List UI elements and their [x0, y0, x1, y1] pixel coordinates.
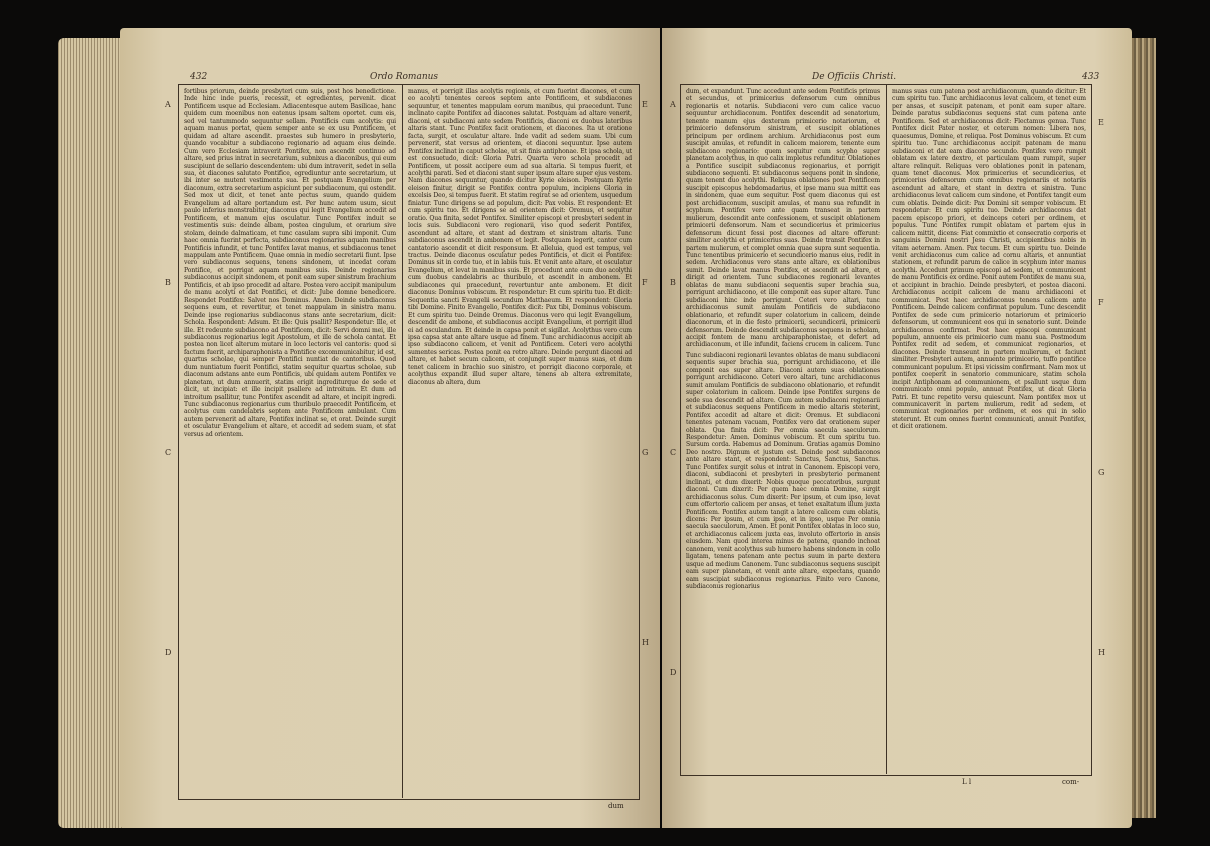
right-page-number: 433: [1082, 72, 1100, 82]
open-book: [50, 8, 1160, 838]
margin-letter-a: A: [670, 100, 676, 109]
right-column-divider: [886, 84, 887, 774]
margin-letter-h: H: [1098, 648, 1105, 657]
left-page-column-1: fortibus priorum, deinde presbyteri cum suis, post hos benedictione. Inde hinc inde pueris, recessit, et egredientes, pervenit. dicat Pontificem usque ad Ecclesiam. Adiacentesque autem Basilicae, hanc quidem cum moenibus non eatenus ipsam saltem oportet. cum eis, sed vel tantummodo sequuntur sellam. Pontificis cum acolytis: qui aquam manus portat, quem semper ante se ex usu Pontificem, et quidam ad altare ascendit. praestes sub humero in presbyterio, quando vocabitur a subdiacono regionario ad aquam eius deinde. Cum vero Ecclesiam intraverit Pontifex, non ascendit continuo ad altare, sed prius intrat in secretarium, subnixus a diaconibus, qui eum suscipiunt de sellario descendentem: ubi dum intraverit, sedet in sella sua, et diacones salutato Pontifice, egrediuntur ante secretarium, ut ibi inter se mutent vestimenta sua. Et postquam Evangelium per diaconum, extra secretarium aspiciunt per subdiaconum, qui ostendit. Sed mox ut dicit, et tenet ante pectus suum, quando quidem Evangelium ad altare portandum est. Per hunc autem usum, sicut paulo inferius monstrabitur, diaconus qui legit Evangelium accedit ad Pontificem, et manum ejus osculatur. Tunc Pontifex induit se vestimentis suis: deinde albam, postea cingulum, et orarium sive stolam, deinde dalmaticam, et tunc casulam supra sibi imponit. Cum haec omnia fuerint perfecta, subdiaconus regionarius aquam manibus Pontificis infundit, et tunc Pontifex lavat manus, et subdiaconus tenet mappulam ante Pontificem. Quae omnia in medio secretarii fiunt. Ipse vero subdiaconus sequens, tenens sindonem, ut incedat coram Pontifice, et porrigat aquam manibus suis. Deinde regionarius subdiaconus accipit sindonem, et ponit eam super sinistrum brachium Pontificis, et ab ipso procedit ad altare. Postea vero accipit manipulum de manu acolyti et dat Pontifici, et dicit: Jube domne benedicere. Respondet Pontifex: Salvet nos Dominus. Amen. Deinde subdiaconus sequens eum, et revertitur, et tenet mappulam in sinistra manu. Deinde ipse regionarius subdiaconus stans ante secretarium, dicit: Schola. Respondent: Adsum. Et ille: Quis psallit? Respondetur: Ille, et ille. Et redeunte subdiacono ad Pontificem, dicit: Servi domni mei, ille subdiaconus regionarius legit Apostolum, et ille de schola cantat. Et postea non licet alterum mutare in loco lectoris vel cantoris: quod si factum fuerit, archiparaphonista a Pontifice excommunicabitur, id est, quartus scholae, qui semper Pontifici nuntiat de cantoribus. Quod dum nuntiatum fuerit Pontifici, statim sequitur quartus scholae, sub diaconum adstans ante eum Pontificis, ubi quidam autem Pontifex ve planetam, ut dum annuerit, statim erigit ingrediturque de sede et dicit, ut incipiat: et ille incipit psallere ad introitum. Et dum ad introitum psallitur, tunc Pontifex ascendit ad altare, et incipit ingredi. Tunc subdiaconus regionarius cum thuribulo praecedit Pontificem, et acolytus cum candelabris septem ante Pontificem ambulant. Cum autem pervenerit ad altare, Pontifex inclinat se, et orat. Deinde surgit et osculatur Evangelium et altare, et accedit ad sedem suam, et stat versus ad orientem.: [184, 88, 396, 438]
left-catchword: dum: [608, 802, 624, 810]
margin-letter-f: F: [1098, 298, 1104, 307]
signature-mark: L l: [962, 778, 972, 786]
right-catchword: com-: [1062, 778, 1080, 786]
right-running-title: De Officiis Christi.: [812, 72, 897, 82]
margin-letter-g: G: [642, 448, 649, 457]
right-page-column-2: manus suas cum patena post archidiaconum, quando dicitur: Et cum spiritu tuo. Tunc archidiaconus levat calicem, et tenet eum per ansas, et suscipit patenam, et ponit eam super altare. Deinde paratus subdiaconus sequens stat cum patena ante Pontificem. Sed et archidiaconus dicit: Flectamus genua. Tunc Pontifex dicit Pater noster, et ceterum nomen: Libera nos, quaesumus, Domine, et reliqua. Post Dominus vobiscum. Et cum spiritu tuo. Tunc archidiaconus accipit patenam de manu subdiaconi et dat eam diacono secundo. Pontifex vero rumpit oblatam ex latere dextro, et particulam quam rumpit, super altare relinquit. Reliquas vero oblationes ponit in patenam, quam tenet diaconus. Mox primicerius et secundicerius, et primicerius defensorum cum omnibus regionariis et notariis ascendunt ad altare, et stant in dextra et sinistra. Tunc archidiaconus levat calicem cum sindone, et Pontifex tangit eum cum oblatis. Deinde dicit: Pax Domini sit semper vobiscum. Et respondetur: Et cum spiritu tuo. Deinde archidiaconus dat pacem episcopo priori, et deinceps ceteri per ordinem, et populus. Tunc Pontifex rumpit oblatam et partem ejus in calicem mittit, dicens: Fiat commixtio et consecratio corporis et sanguinis Domini nostri Jesu Christi, accipientibus nobis in vitam aeternam. Amen. Pax tecum. Et cum spiritu tuo. Deinde venit archidiaconus cum calice ad cornu altaris, et annuntiat stationem, et refundit parum de calice in scyphum inter manus acolythi. Accedunt primum episcopi ad sedem, ut communicent de manu Pontificis ex ordine. Ponit autem Pontifex de manu sua, et accipiunt in brachio. Deinde presbyteri, et postea diaconi. Archidiaconus accipit calicem de manu archidiaconi et communicat. Post haec archidiaconus tenens calicem ante Pontificem. Deinde calicem confirmat populum. Tunc descendit Pontifex de sede cum primicerio notariorum et primicerio defensorum, ut communicent eos qui in senatorio sunt. Deinde archidiaconus confirmat. Post haec episcopi communicant populum, annuente eis primicerio cum manu sua. Postmodum Pontifex redit ad sedem, et communicat regionarios, et diacones. Deinde transeunt in partem mulierum, et faciunt similiter. Presbyteri autem, annuente primicerio, tuffo pontifice communicant populum. Et ipsi vicissim confirmant. Nam mox ut pontifex coeperit in senatorio communicare, statim schola incipit Antiphonam ad communionem, et psallunt usque dum communicato omni populo, annuat Pontifex, ut dicat Gloria Patri. Et tunc repetito versu quiescunt. Nam pontifex mox ut communicaverit in partem mulierum, redit ad sedem, et communicat regionarios per ordinem, et eos qui in solio steterunt. Et cum omnes fuerint communicati, annuit Pontifex, et dicit orationem.: [892, 88, 1086, 431]
margin-letter-b: B: [670, 278, 676, 287]
right-page-column-1-bottom: Tunc subdiaconi regionarii levantes oblatas de manu subdiaconi sequentis super brachia sua, porrigunt archidiacono, et ille componit eas super altare. Diaconi autem suas oblationes porrigunt archidiacono. Ceteri vero altari, tunc archidiaconus sumit amulam Pontificis de subdiacono oblationario, et refundit super colatorium in calicem. Deinde ipse Pontifex surgens de sede sua descendit ad altare. Cum autem subdiaconi regionarii et subdiaconus sequens Pontificem in medio altaris steterint, Pontifex accedit ad altare et dicit: Oremus. Et subdiaconi tenentes patenam vacuam, Pontifex vero dat orationem super oblata. Qua finita dicit: Per omnia saecula saeculorum. Respondetur: Amen. Dominus vobiscum. Et cum spiritu tuo. Sursum corda. Habemus ad Dominum. Gratias agamus Domino Deo nostro. Dignum et justum est. Deinde post subdiaconos ante altare stant, et respondent: Sanctus, Sanctus, Sanctus. Tunc Pontifex surgit solus et intrat in Canonem. Episcopi vero, diaconi, subdiaconi et presbyteri in presbyterio permanent inclinati, et dum dixerit: Nobis quoque peccatoribus, surgunt diaconi. Cum dixerit: Per quem haec omnia Domine, surgit archidiaconus solus. Cum dixerit: Per ipsum, et cum ipso, levat cum offertorio calicem per ansas, et tenet exaltatum illum juxta Pontificem. Pontifex autem tangit a latere calicem cum oblatis, dicens: Per ipsum, et cum ipso, et in ipso, usque Per omnia saecula saeculorum, Amen. Et ponit Pontifex oblatas in loco suo, et archidiaconus calicem juxta eas, involuto offertorio in ansis eiusdem. Nam quod interea minus de patena, quando inchoat canonem, venit acolythus sub humero habens sindonem in collo ligatam, tenens patenam ante pectus suum in parte dextera usque ad medium Canonem. Tunc subdiaconus sequens suscipit eam super planetam, et venit ante altare, expectans, quando eam suscipiat subdiaconus regionarius. Finito vero Canone, subdiaconus regionarius: [686, 352, 880, 591]
margin-letter-e: E: [1098, 118, 1104, 127]
margin-letter-f: F: [642, 278, 648, 287]
left-page: [120, 28, 660, 828]
margin-letter-d: D: [670, 668, 677, 677]
left-page-column-2: manus, et porrigit illas acolytis regionis, et cum fuerint diacones, et cum eo acolyti tenentes cereos septem ante Pontificem, et subdiacones sequuntur, et tenentes mappulam eorum manibus, qui praecedunt. Tunc inclinato capite Pontifex ad diacones salutat. Postquam ad altare venerit, diaconi, et subdiaconi ante sedem Pontificis, diaconi ex duobus lateribus altaris stant. Tunc Pontifex facit orationem, et diacones. Ita ut oratione facta, surgit, et osculatur altare. Inde vadit ad sedem suam. Ubi cum pervenerit, stat versus ad orientem, et diaconi sequuntur. Ipse autem Pontifex inclinat in caput scholae, ut sit finis antiphonae. Et ipsa schola, ut est consuetudo, dicit: Gloria Patri. Quarta vero schola procedit ad Pontificem, ut possit accipere eum ad sua altaria. Si tempus fuerit, et acolythi parati. Sed et diaconi stant super ipsum altare super ejus vestem. Nam diacones sequuntur, quando dicitur Kyrie eleison. Postquam Kyrie eleison finitur, dirigit se Pontifex contra populum, incipiens Gloria in excelsis Deo, si tempus fuerit. Et statim regirat se ad orientem, usquedum finiatur. Tunc dirigens se ad populum, dicit: Pax vobis. Et respondent: Et cum spiritu tuo. Et dirigens se ad orientem dicit: Oremus, et sequitur oratio. Qua finita, sedet Pontifex. Similiter episcopi et presbyteri sedent in locis suis. Subdiaconi vero regionarii, viso quod sederit Pontifex, ascendunt ad altare, et stant ad dextram et sinistram altaris. Tunc subdiaconus ascendit in ambonem et legit. Postquam legerit, cantor cum cantatorio ascendit et dicit responsum. Et alleluia, quod est tempus, vel tractus. Deinde diaconus osculatur pedes Pontificis, et dicit ei Pontifex: Dominus sit in corde tuo, et in labiis tuis. Et venit ante altare, et osculatur Evangelium, et levat in manibus suis. Et procedunt ante eum duo acolythi cum duobus candelabris ac thuribulo, et ascendit in ambonem. Et subdiacones qui praecedunt, revertuntur ante ambonem. Et dicit diaconus: Dominus vobiscum. Et respondetur: Et cum spiritu tuo. Et dicit: Sequentia sancti Evangelii secundum Matthaeum. Et respondent: Gloria tibi Domine. Finito Evangelio, Pontifex dicit: Pax tibi, Dominus vobiscum. Et cum spiritu tuo. Deinde Oremus. Diaconus vero qui legit Evangelium, descendit de ambone, et subdiaconus accipit Evangelium, et porrigit illud ei ad osculandum. Et deinde in capsa ponit et sigillat. Acolythus vero cum ipsa capsa stat ante altare usque ad finem. Tunc archidiaconus accipit ab ipso subdiacono calicem, et venit ad Pontificem. Ceteri vero acolythi sumentes sericas. Postea ponit ea retro altare. Deinde pergunt diaconi ad altare, et habet secum calicem, et conjungit super manus suas, et dum tenet calicem in brachio suo sinistro, et porrigit diacono corporale, et acolythus expandit illud super altare, tenens ab altera extremitate, diaconus ab altera, dum: [408, 88, 632, 386]
left-page-edges: [58, 38, 124, 828]
right-page-column-1-top: dum, et expandunt. Tunc accedunt ante sedem Pontificis primus et secundus, et primicerius defensorum cum omnibus regionariis et notariis. Subdiaconi vero cum calice vacuo sequuntur archidiaconum. Pontifex descendit ad senatorium, tenente manum ejus dexteram primicerio notariorum, et primicerio defensorum sinistram, et suscipit oblationes principum per ordinem archium. Archidiaconus post eum suscipit amulas, et refundit in calicem maiorem, tenente eum subdiacono regionario: quem sequitur cum scypho super planetam acolythus, in quo calix impletus refunditur. Oblationes a Pontifice suscipit subdiaconus regionarius, et porrigit subdiacono sequenti. Et subdiaconus sequens ponit in sindone, quam tenent duo acolythi. Reliquas oblationes post Pontificem suscipit episcopus hebdomadarius, et ipse manu sua mittit eas in sindonem, quae eum sequitur. Post quem diaconus qui est post archidiaconum, suscipit amulas, et manu sua refundit in scyphum. Pontifex vero ante quam transeat in partem mulierum, descendit ante confessionem, et suscipit oblationem primicerii defensorum. Nam et secundicerius et primicerius defensorum dicunt fessi post diacones ad altare offerunt: similiter acolythi et primicerius suas. Deinde transit Pontifex in partem mulierum, et complet omnia quae supra sunt sequentia. Tunc tenentibus primicerio et secundicerio manus eius, redit in sedem. Archidiaconus vero stans ante altare, ex oblationibus sumit. Deinde lavat manus Pontifex, et ascendit ad altare, et dirigit ad orientem. Tunc subdiacones regionarii levantes oblatas de manu subdiaconi sequentis super brachia sua, porrigunt archidiacono, et ille componit eas super altare. Tunc subdiaconi hinc inde porrigunt. Ceteri vero altari, tunc archidiaconus sumit amulam Pontificis de subdiacono oblationario, et refundit super colatorium in calicem, deinde diaconorum, et in die festo primicerii, secundicerii, primicerii defensorum. Deinde descendit subdiaconus sequens in scholam, accipit fontem de manu archiparaphonistae, et defert ad archidiaconum, et ille infundit, faciens crucem in calicem. Tunc: [686, 88, 880, 348]
margin-letter-a: A: [165, 100, 171, 109]
left-column-divider: [402, 84, 403, 798]
margin-letter-c: C: [165, 448, 172, 457]
margin-letter-g: G: [1098, 468, 1105, 477]
right-page: [662, 28, 1132, 828]
right-page-edges: [1128, 38, 1156, 818]
margin-letter-d: D: [165, 648, 172, 657]
margin-letter-h: H: [642, 638, 649, 647]
margin-letter-c: C: [670, 448, 677, 457]
margin-letter-b: B: [165, 278, 171, 287]
left-page-number: 432: [190, 72, 208, 82]
margin-letter-e: E: [642, 100, 648, 109]
left-running-title: Ordo Romanus: [370, 72, 439, 82]
